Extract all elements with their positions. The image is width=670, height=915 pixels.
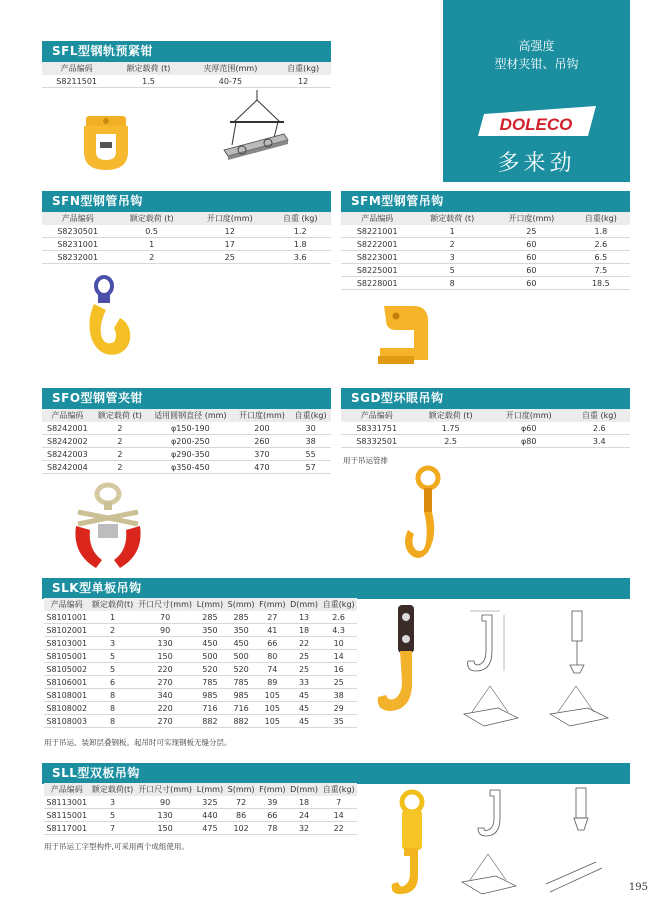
table-cell: 16 — [320, 663, 357, 676]
table-cell: 0.5 — [113, 225, 190, 238]
table-cell: 520 — [225, 663, 256, 676]
table-cell: 102 — [225, 822, 256, 835]
table-cell: 70 — [136, 611, 195, 624]
table-cell: 60 — [491, 251, 572, 264]
table-cell: 7.5 — [572, 264, 630, 277]
brand-panel — [443, 0, 630, 182]
table-cell: 285 — [195, 611, 226, 624]
table-row — [341, 422, 630, 435]
table-cell: 33 — [288, 676, 321, 689]
table-cell: φ350-450 — [147, 461, 234, 474]
table-cell: 285 — [225, 611, 256, 624]
sfn-hook-image — [84, 276, 136, 360]
table-cell: 1.2 — [269, 225, 331, 238]
table-row — [44, 624, 357, 637]
table-cell: 10 — [320, 637, 357, 650]
column-header: 产品编码 — [44, 598, 90, 611]
table-cell: 18.5 — [572, 277, 630, 290]
table-cell: 2.5 — [412, 435, 489, 448]
column-header: 产品编码 — [341, 212, 413, 225]
table-cell: 985 — [195, 689, 226, 702]
table-cell: 1.75 — [412, 422, 489, 435]
column-header: 自重(kg) — [275, 62, 331, 75]
column-header: 自重(kg) — [572, 212, 630, 225]
table-cell: 12 — [190, 225, 270, 238]
table-row — [44, 676, 357, 689]
table-cell: S8228001 — [341, 277, 413, 290]
table-cell: 5 — [413, 264, 491, 277]
table-row — [42, 251, 331, 264]
sgd-eye-hook-image — [398, 466, 454, 566]
table-cell: 25 — [320, 676, 357, 689]
table-row — [42, 461, 331, 474]
table-header-row — [341, 212, 630, 225]
table-cell: 22 — [288, 637, 321, 650]
table-cell: S8225001 — [341, 264, 413, 277]
table-cell: S8223001 — [341, 251, 413, 264]
table-cell: 440 — [195, 809, 226, 822]
sll-usage-diagrams — [458, 852, 614, 898]
table-row — [44, 796, 357, 809]
table-cell: 475 — [195, 822, 226, 835]
column-header: 额定载荷 (t) — [412, 409, 489, 422]
table-cell: 200 — [234, 422, 291, 435]
slk-usage-diagrams — [458, 682, 614, 732]
table-cell: 2 — [93, 422, 147, 435]
table-cell: φ200-250 — [147, 435, 234, 448]
table-cell: 25 — [491, 225, 572, 238]
table-row — [44, 637, 357, 650]
column-header: 额定载荷(t) — [90, 783, 136, 796]
slk-section-title: SLK型单板吊钩 — [42, 578, 630, 599]
column-header: 开口度(mm) — [491, 212, 572, 225]
column-header: 开口尺寸(mm) — [136, 598, 195, 611]
table-cell: 89 — [257, 676, 288, 689]
sfl-rail-lifting-diagram — [222, 90, 292, 172]
table-header-row — [42, 62, 331, 75]
table-cell: 220 — [136, 702, 195, 715]
table-cell: 2 — [93, 435, 147, 448]
sll-dimension-drawing — [470, 784, 610, 844]
table-cell: 39 — [257, 796, 288, 809]
column-header: F(mm) — [257, 598, 288, 611]
table-row — [341, 435, 630, 448]
column-header: 额定载荷 (t) — [113, 212, 190, 225]
table-cell: 41 — [257, 624, 288, 637]
table-cell: 60 — [491, 264, 572, 277]
table-cell: 45 — [288, 715, 321, 728]
brand-tagline-2: 型材夹钳、吊钩 — [494, 57, 579, 71]
table-row — [44, 822, 357, 835]
table-cell: 5 — [90, 809, 136, 822]
table-cell: 25 — [288, 650, 321, 663]
column-header: 开口度(mm) — [190, 212, 270, 225]
column-header: S(mm) — [225, 598, 256, 611]
table-cell: S8242001 — [42, 422, 93, 435]
table-cell: 350 — [225, 624, 256, 637]
column-header: 产品编码 — [42, 212, 113, 225]
table-cell: 60 — [491, 238, 572, 251]
slk-dimension-drawing — [460, 605, 610, 679]
table-cell: S8242003 — [42, 448, 93, 461]
table-cell: 7 — [320, 796, 357, 809]
table-cell: S8105002 — [44, 663, 90, 676]
table-cell: 8 — [90, 715, 136, 728]
table-row — [42, 422, 331, 435]
table-cell: φ150-190 — [147, 422, 234, 435]
table-cell: 45 — [288, 702, 321, 715]
table-cell: 8 — [90, 702, 136, 715]
table-cell: 500 — [225, 650, 256, 663]
table-cell: 882 — [195, 715, 226, 728]
sfo-section-title: SFO型钢管夹钳 — [42, 388, 331, 409]
table-cell: S8211501 — [42, 75, 111, 88]
table-cell: S8231001 — [42, 238, 113, 251]
column-header: 开口度(mm) — [234, 409, 291, 422]
column-header: 夹厚范围(mm) — [186, 62, 276, 75]
table-cell: φ80 — [489, 435, 569, 448]
table-cell: 1 — [413, 225, 491, 238]
column-header: 额定载荷 (t) — [93, 409, 147, 422]
table-cell: 66 — [257, 809, 288, 822]
table-row — [42, 225, 331, 238]
table-row — [42, 435, 331, 448]
table-cell: S8242004 — [42, 461, 93, 474]
table-cell: 30 — [290, 422, 331, 435]
table-cell: S8108001 — [44, 689, 90, 702]
table-row — [44, 689, 357, 702]
table-cell: 25 — [288, 663, 321, 676]
table-cell: 57 — [290, 461, 331, 474]
table-cell: S8230501 — [42, 225, 113, 238]
table-cell: 3 — [90, 796, 136, 809]
table-cell: 716 — [225, 702, 256, 715]
table-cell: 5 — [90, 663, 136, 676]
table-cell: 150 — [136, 822, 195, 835]
table-header-row — [341, 409, 630, 422]
column-header: D(mm) — [288, 783, 321, 796]
table-cell: 29 — [320, 702, 357, 715]
sfo-spec-table — [42, 409, 331, 474]
table-cell: 14 — [320, 650, 357, 663]
table-cell: S8242002 — [42, 435, 93, 448]
sfl-section-title: SFL型钢轨预紧钳 — [42, 41, 331, 62]
table-cell: 2 — [413, 238, 491, 251]
table-cell: S8232001 — [42, 251, 113, 264]
table-cell: 130 — [136, 637, 195, 650]
column-header: 额定载荷 (t) — [111, 62, 185, 75]
table-cell: 8 — [413, 277, 491, 290]
table-cell: φ290-350 — [147, 448, 234, 461]
table-cell: 80 — [257, 650, 288, 663]
table-row — [341, 264, 630, 277]
column-header: 产品编码 — [44, 783, 90, 796]
table-cell: S8108003 — [44, 715, 90, 728]
table-cell: S8102001 — [44, 624, 90, 637]
sll-spec-table — [44, 783, 357, 835]
table-cell: 2.6 — [572, 238, 630, 251]
column-header: 额定载荷(t) — [90, 598, 136, 611]
table-cell: 40-75 — [186, 75, 276, 88]
table-cell: 86 — [225, 809, 256, 822]
table-cell: 3.6 — [269, 251, 331, 264]
sfl-spec-table — [42, 62, 331, 88]
sfm-spec-table — [341, 212, 630, 290]
sgd-usage-note: 用于吊运管排 — [343, 456, 388, 465]
page-number: 195 — [628, 882, 648, 893]
table-cell: 2.6 — [320, 611, 357, 624]
table-cell: S8108002 — [44, 702, 90, 715]
table-cell: 14 — [320, 809, 357, 822]
column-header: 自重(kg) — [320, 783, 357, 796]
table-cell: S8106001 — [44, 676, 90, 689]
column-header: 额定载荷 (t) — [413, 212, 491, 225]
table-cell: 325 — [195, 796, 226, 809]
table-cell: 18 — [288, 796, 321, 809]
table-cell: 105 — [257, 702, 288, 715]
column-header: 自重(kg) — [320, 598, 357, 611]
table-cell: S8117001 — [44, 822, 90, 835]
column-header: D(mm) — [288, 598, 321, 611]
table-cell: 45 — [288, 689, 321, 702]
table-cell: 130 — [136, 809, 195, 822]
table-cell: 12 — [275, 75, 331, 88]
column-header: 产品编码 — [341, 409, 412, 422]
table-cell: 270 — [136, 676, 195, 689]
brand-tagline-1: 高强度 — [518, 39, 555, 53]
table-cell: 32 — [288, 822, 321, 835]
table-header-row — [44, 783, 357, 796]
table-cell: 105 — [257, 689, 288, 702]
table-cell: 3 — [413, 251, 491, 264]
table-cell: 1.8 — [572, 225, 630, 238]
table-row — [44, 663, 357, 676]
table-cell: φ60 — [489, 422, 569, 435]
slk-spec-table — [44, 598, 357, 728]
brand-chinese-name: 多来劲 — [497, 151, 576, 176]
table-cell: 450 — [195, 637, 226, 650]
slk-usage-note: 用于吊运、装卸层叠钢板。起吊时可实现钢板无缝分层。 — [44, 738, 232, 747]
column-header: F(mm) — [257, 783, 288, 796]
table-cell: 882 — [225, 715, 256, 728]
table-cell: 17 — [190, 238, 270, 251]
sll-section-title: SLL型双板吊钩 — [42, 763, 630, 784]
sfo-clamp-image — [70, 484, 146, 570]
table-cell: S8222001 — [341, 238, 413, 251]
table-cell: 22 — [320, 822, 357, 835]
table-cell: 6 — [90, 676, 136, 689]
table-cell: S8332501 — [341, 435, 412, 448]
column-header: 产品编码 — [42, 409, 93, 422]
sll-usage-note: 用于吊运工字型构件,可采用两个成组使用。 — [44, 842, 189, 851]
table-cell: 90 — [136, 624, 195, 637]
table-cell: 716 — [195, 702, 226, 715]
table-cell: S8105001 — [44, 650, 90, 663]
table-cell: 450 — [225, 637, 256, 650]
table-cell: 8 — [90, 689, 136, 702]
column-header: 开口尺寸(mm) — [136, 783, 195, 796]
table-row — [42, 448, 331, 461]
table-cell: 340 — [136, 689, 195, 702]
column-header: 适用圆钢直径 (mm) — [147, 409, 234, 422]
table-cell: 785 — [225, 676, 256, 689]
table-cell: 2 — [90, 624, 136, 637]
table-cell: 5 — [90, 650, 136, 663]
sfl-clamp-image — [80, 112, 132, 174]
table-row — [44, 809, 357, 822]
table-cell: 90 — [136, 796, 195, 809]
table-cell: 74 — [257, 663, 288, 676]
table-cell: 1.5 — [111, 75, 185, 88]
table-cell: 27 — [257, 611, 288, 624]
table-row — [341, 277, 630, 290]
sgd-section-title: SGD型环眼吊钩 — [341, 388, 630, 409]
sfn-spec-table — [42, 212, 331, 264]
table-cell: S8113001 — [44, 796, 90, 809]
table-cell: 260 — [234, 435, 291, 448]
column-header: 自重 (kg) — [269, 212, 331, 225]
table-cell: 350 — [195, 624, 226, 637]
table-row — [42, 238, 331, 251]
slk-hook-image — [372, 603, 442, 715]
table-cell: 150 — [136, 650, 195, 663]
table-cell: S8331751 — [341, 422, 412, 435]
table-cell: 2 — [93, 461, 147, 474]
table-cell: 370 — [234, 448, 291, 461]
table-cell: 24 — [288, 809, 321, 822]
table-cell: 470 — [234, 461, 291, 474]
table-cell: 1 — [90, 611, 136, 624]
sgd-spec-table — [341, 409, 630, 448]
sfn-section-title: SFN型钢管吊钩 — [42, 191, 331, 212]
column-header: L(mm) — [195, 783, 226, 796]
sfm-section-title: SFM型钢管吊钩 — [341, 191, 630, 212]
table-row — [341, 225, 630, 238]
table-cell: 985 — [225, 689, 256, 702]
table-cell: 38 — [320, 689, 357, 702]
table-cell: 105 — [257, 715, 288, 728]
table-row — [44, 650, 357, 663]
table-cell: 6.5 — [572, 251, 630, 264]
table-cell: 35 — [320, 715, 357, 728]
table-cell: S8103001 — [44, 637, 90, 650]
table-cell: 25 — [190, 251, 270, 264]
table-cell: S8101001 — [44, 611, 90, 624]
table-cell: S8221001 — [341, 225, 413, 238]
table-cell: 55 — [290, 448, 331, 461]
table-cell: 3.4 — [568, 435, 630, 448]
table-cell: 72 — [225, 796, 256, 809]
table-row — [42, 75, 331, 88]
table-cell: 66 — [257, 637, 288, 650]
table-row — [44, 702, 357, 715]
table-cell: 4.3 — [320, 624, 357, 637]
table-cell: 270 — [136, 715, 195, 728]
table-header-row — [42, 212, 331, 225]
column-header: L(mm) — [195, 598, 226, 611]
table-header-row — [42, 409, 331, 422]
column-header: 自重 (kg) — [568, 409, 630, 422]
table-cell: 38 — [290, 435, 331, 448]
table-cell: 13 — [288, 611, 321, 624]
column-header: 自重(kg) — [290, 409, 331, 422]
table-cell: 60 — [491, 277, 572, 290]
sll-hook-image — [384, 790, 438, 898]
sfm-hook-image — [374, 300, 436, 368]
table-cell: 78 — [257, 822, 288, 835]
table-row — [44, 611, 357, 624]
table-cell: 18 — [288, 624, 321, 637]
table-header-row — [44, 598, 357, 611]
column-header: S(mm) — [225, 783, 256, 796]
table-row — [341, 238, 630, 251]
logo-text: DOLECO — [499, 115, 573, 134]
table-cell: 520 — [195, 663, 226, 676]
table-cell: 1 — [113, 238, 190, 251]
doleco-logo — [478, 104, 596, 138]
table-cell: 1.8 — [269, 238, 331, 251]
table-cell: 785 — [195, 676, 226, 689]
table-cell: 2.6 — [568, 422, 630, 435]
column-header: 产品编码 — [42, 62, 111, 75]
table-row — [44, 715, 357, 728]
table-cell: 7 — [90, 822, 136, 835]
table-cell: 2 — [93, 448, 147, 461]
table-row — [341, 251, 630, 264]
table-cell: S8115001 — [44, 809, 90, 822]
table-cell: 220 — [136, 663, 195, 676]
table-cell: 2 — [113, 251, 190, 264]
table-cell: 3 — [90, 637, 136, 650]
table-cell: 500 — [195, 650, 226, 663]
column-header: 开口度(mm) — [489, 409, 569, 422]
